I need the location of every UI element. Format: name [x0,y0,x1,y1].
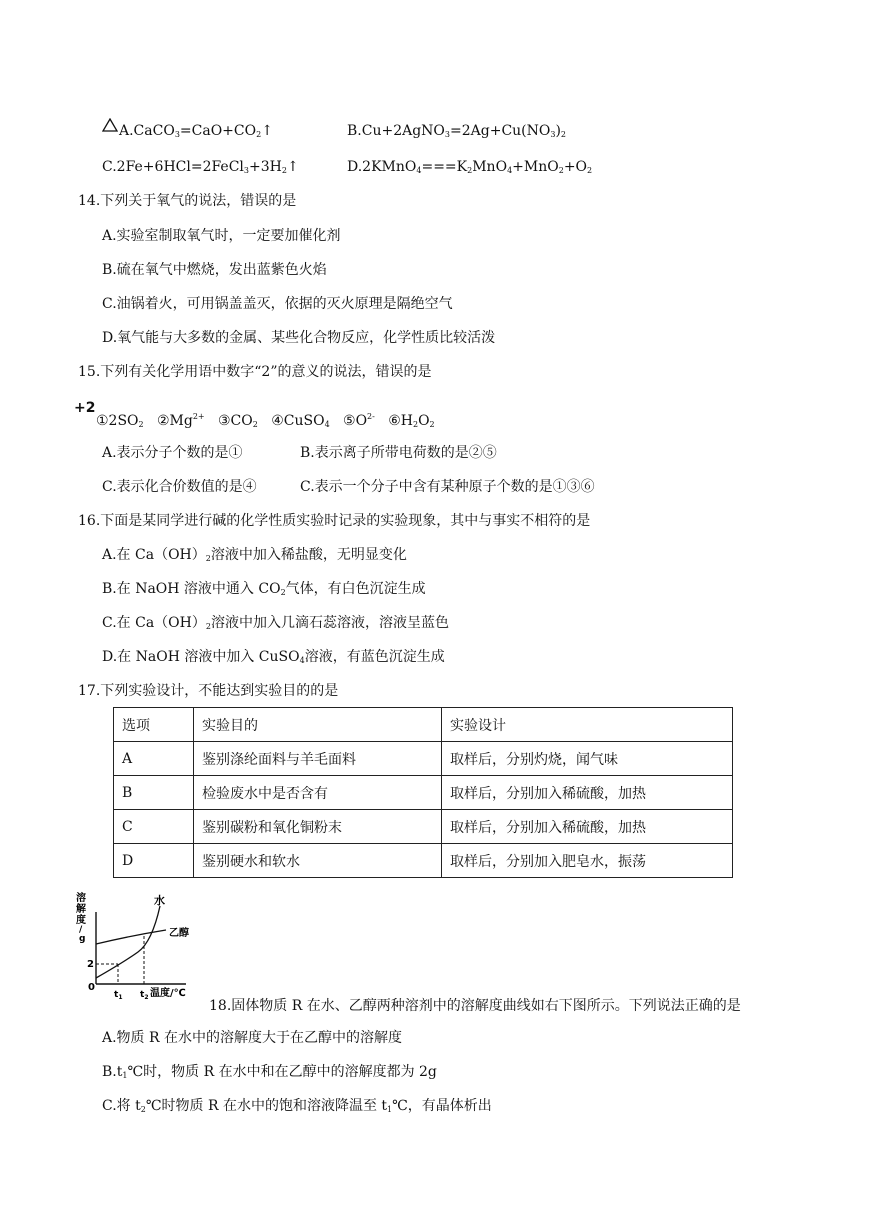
t2-tick-label: $t_2$ [140,990,149,1001]
table-cell: 取样后，分别加入肥皂水，振荡 [442,844,733,878]
table-row [114,742,733,776]
q16-option-d: D.在 NaOH 溶液中加入 CuSO$_4$溶液，有蓝色沉淀生成 [102,649,445,665]
q18-option-b: $B.t_1℃$时，物质 R 在水中和在乙醇中的溶解度都为 2g [102,1064,437,1080]
q13-option-a: $A.CaCO_3=CaO+CO_2↑$ [119,123,273,139]
y-axis-label: 解 [76,904,86,915]
header-cell: 选项 [114,708,194,742]
table-row [114,844,733,878]
x-axis-label: 温度/℃ [150,988,186,999]
table-header-row [114,708,733,742]
q14-option-b: B.硫在氧气中燃烧，发出蓝紫色火焰 [102,262,327,278]
table-cell: A [114,742,194,776]
q13-option-d: $D.2KMnO_4===K_2MnO_4+MnO_2+O_2$ [347,159,593,175]
table-row [114,810,733,844]
table-cell: D [114,844,194,878]
origin-label: 0 [88,982,95,993]
q14-stem: 14.下列关于氧气的说法，错误的是 [78,193,297,209]
header-cell: 实验目的 [194,708,442,742]
q13-option-b: $B.Cu+2AgNO_3=2Ag+Cu(NO_3)_2$ [347,123,567,139]
q15-oxidation-mark: +2 [74,400,96,416]
q15-option-c: C.表示化合价数值的是④ [102,479,257,495]
q18-stem: 18.固体物质 R 在水、乙醇两种溶剂中的溶解度曲线如右下图所示。下列说法正确的是 [209,998,741,1014]
q18-option-c: C.将 $t_2℃$时物质 R 在水中的饱和溶液降温至 $t_1℃$，有晶体析出 [102,1098,492,1114]
q17-stem: 17.下列实验设计，不能达到实验目的的是 [78,683,339,699]
table-cell: 取样后，分别加入稀硫酸，加热 [442,810,733,844]
y-axis-label: / [79,925,83,935]
q15-stem: 15.下列有关化学用语中数字“2”的意义的说法，错误的是 [78,364,432,380]
header-cell: 实验设计 [442,708,733,742]
table-cell: 鉴别涤纶面料与羊毛面料 [194,742,442,776]
q16-option-c: C.在 $Ca(OH)_2$溶液中加入几滴石蕊溶液，溶液呈蓝色 [102,615,449,631]
q14-option-d: D.氧气能与大多数的金属、某些化合物反应，化学性质比较活泼 [102,330,496,346]
table-cell: 鉴别碳粉和氧化铜粉末 [194,810,442,844]
y-axis-label: 度 [76,915,86,926]
table-row [114,776,733,810]
y-axis-label: 溶 [76,893,86,904]
q15-option-a: A.表示分子个数的是① [102,445,243,461]
q18-option-a: A.物质 R 在水中的溶解度大于在乙醇中的溶解度 [102,1030,403,1046]
table-cell: C [114,810,194,844]
q15-items: $①2SO_2$ $②Mg^{2+}$ $③CO_2$ ④CuSO$_4$ $⑤O^{2-}$ $⑥H_2O_2$ [96,412,435,429]
table-cell: 检验废水中是否含有 [194,776,442,810]
table-cell: B [114,776,194,810]
water-label: 水 [154,894,165,907]
y-axis-label: g [79,934,86,944]
table-cell: 鉴别硬水和软水 [194,844,442,878]
triangle-heat-symbol [102,118,118,132]
q15-option-d: C.表示一个分子中含有某种原子个数的是①③⑥ [300,479,595,495]
y-tick-label: 2 [87,959,94,970]
solubility-graph [74,890,202,1002]
q15-option-b: B.表示离子所带电荷数的是②⑤ [300,445,497,461]
table-cell: 取样后，分别灼烧，闻气味 [442,742,733,776]
ethanol-label: 乙醇 [169,928,189,939]
q14-option-c: C.油锅着火，可用锅盖盖灭，依据的灭火原理是隔绝空气 [102,296,453,312]
t1-tick-label: $t_1$ [114,990,123,1001]
q16-stem: 16.下面是某同学进行碱的化学性质实验时记录的实验现象，其中与事实不相符的是 [78,513,591,529]
q13-option-c: $C.2Fe+6HCl=2FeCl_3+3H_2↑$ [102,159,299,175]
ethanol-curve [96,930,166,944]
table-cell: 取样后，分别加入稀硫酸，加热 [442,776,733,810]
q16-option-a: A.在 $Ca(OH)_2$溶液中加入稀盐酸，无明显变化 [102,547,407,563]
q14-option-a: A.实验室制取氧气时，一定要加催化剂 [102,228,341,244]
q17-table [113,707,733,878]
q16-option-b: B.在 NaOH 溶液中通入 $CO_2$气体，有白色沉淀生成 [102,581,426,597]
